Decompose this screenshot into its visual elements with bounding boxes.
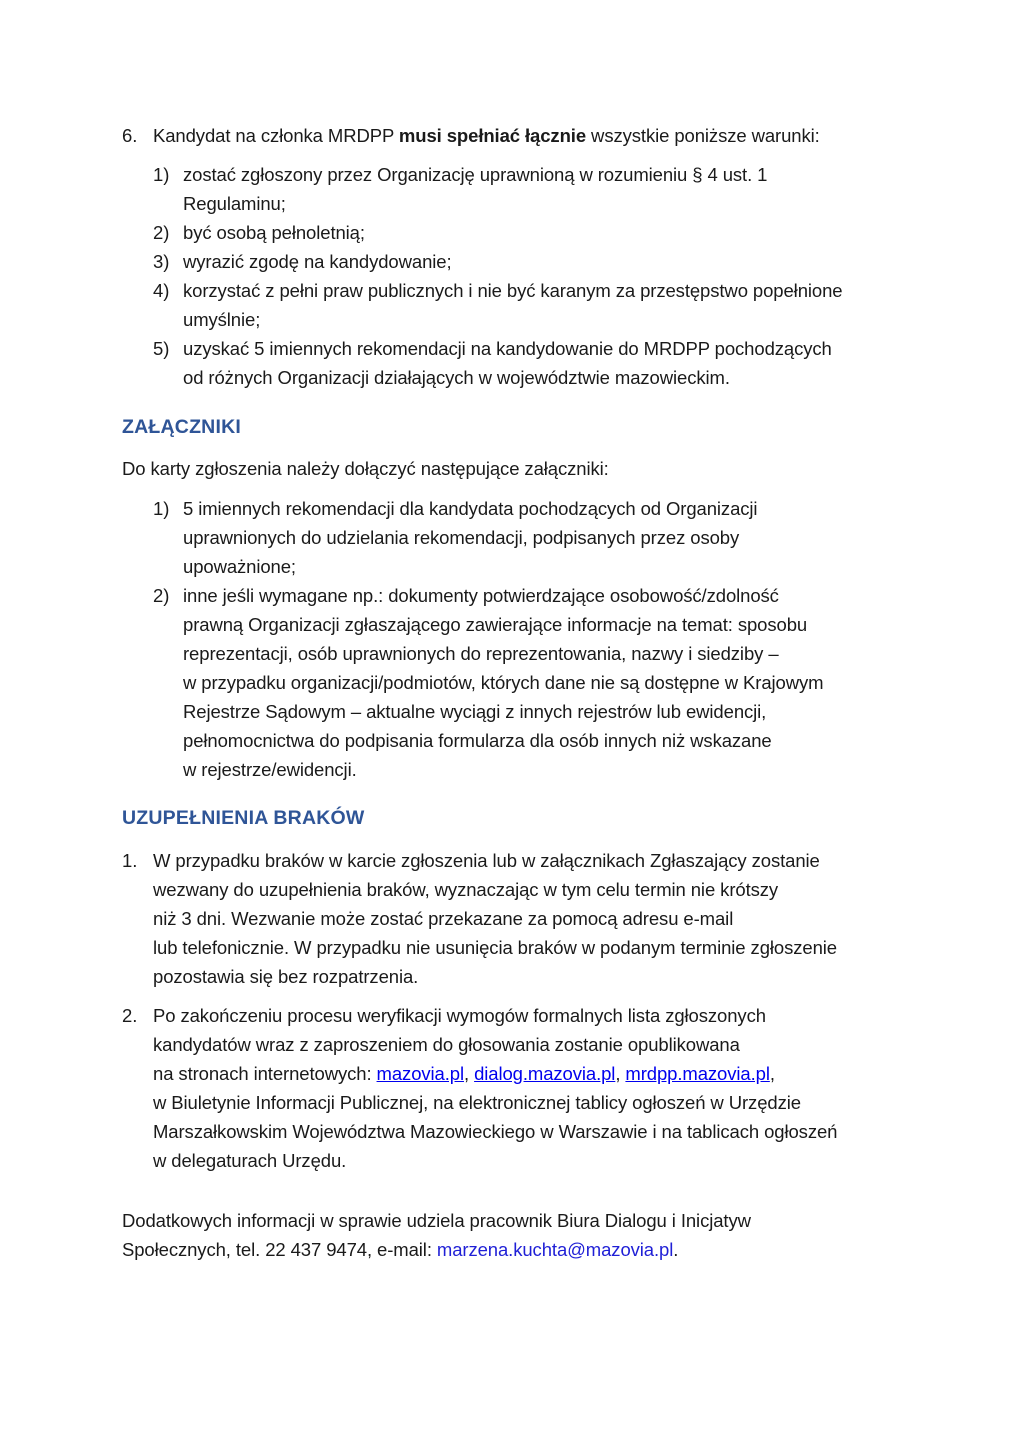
deficiency-line: w Biuletynie Informacji Publicznej, na elektronicznej tablicy ogłoszeń w Urzędzie (153, 1092, 801, 1113)
link-mazovia[interactable]: mazovia.pl (376, 1063, 464, 1084)
deficiency-line: Po zakończeniu procesu weryfikacji wymogów formalnych lista zgłoszonych (153, 1005, 766, 1026)
attachment-line: prawną Organizacji zgłaszającego zawierające informacje na temat: sposobu (183, 614, 808, 635)
separator: , (463, 1063, 475, 1084)
section-number: 6. (122, 125, 138, 146)
deficiency-number: 1. (122, 850, 138, 871)
attachment-line: inne jeśli wymagane np.: dokumenty potwierdzające osobowość/zdolność (183, 585, 779, 606)
separator: , (615, 1063, 626, 1084)
deficiency-line: pozostawia się bez rozpatrzenia. (153, 966, 419, 987)
link-dialog-mazovia[interactable]: dialog.mazovia.pl (474, 1063, 616, 1084)
condition-line: być osobą pełnoletnią; (183, 222, 365, 243)
deficiency-line: w delegaturach Urzędu. (153, 1150, 347, 1171)
links-suffix: , (769, 1063, 775, 1084)
condition-line: zostać zgłoszony przez Organizację uprawnioną w rozumieniu § 4 ust. 1 (183, 164, 768, 185)
condition-line: umyślnie; (183, 309, 261, 330)
contact-suffix: . (673, 1239, 679, 1260)
condition-number: 3) (153, 251, 170, 272)
condition-line: wyrazić zgodę na kandydowanie; (183, 251, 452, 272)
intro-bold: musi spełniać łącznie (398, 125, 587, 146)
deficiency-line: lub telefonicznie. W przypadku nie usunięcia braków w podanym terminie zgłoszenie (153, 937, 837, 958)
deficiency-line: wezwany do uzupełnienia braków, wyznaczając w tym celu termin nie krótszy (153, 879, 779, 900)
condition-line: korzystać z pełni praw publicznych i nie być karanym za przestępstwo popełnione (183, 280, 843, 301)
section6-intro (153, 121, 820, 150)
condition-line: od różnych Organizacji działających w województwie mazowieckim. (183, 367, 730, 388)
attachment-line: Rejestrze Sądowym – aktualne wyciągi z innych rejestrów lub ewidencji, (183, 701, 767, 722)
deficiency-line: kandydatów wraz z zaproszeniem do głosowania zostanie opublikowana (153, 1034, 740, 1055)
email-link[interactable]: marzena.kuchta@mazovia.pl (436, 1239, 674, 1260)
attachments-heading: ZAŁĄCZNIKI (122, 416, 241, 438)
link-mrdpp-mazovia[interactable]: mrdpp.mazovia.pl (625, 1063, 770, 1084)
attachment-line: w przypadku organizacji/podmiotów, których dane nie są dostępne w Krajowym (183, 672, 824, 693)
contact-prefix: Społecznych, tel. 22 437 9474, e-mail: (122, 1239, 437, 1260)
attachment-line: upoważnione; (183, 556, 296, 577)
contact-line-email (122, 1235, 678, 1264)
deficiency-links-line (153, 1059, 775, 1088)
attachment-line: w rejestrze/ewidencji. (183, 759, 357, 780)
condition-number: 5) (153, 338, 170, 359)
condition-number: 4) (153, 280, 170, 301)
intro-text: Kandydat na członka MRDPP (153, 125, 399, 146)
deficiency-number: 2. (122, 1005, 138, 1026)
condition-line: uzyskać 5 imiennych rekomendacji na kandydowanie do MRDPP pochodzących (183, 338, 832, 359)
deficiency-line: W przypadku braków w karcie zgłoszenia lub w załącznikach Zgłaszający zostanie (153, 850, 820, 871)
attachment-number: 1) (153, 498, 170, 519)
attachments-intro: Do karty zgłoszenia należy dołączyć następujące załączniki: (122, 458, 609, 479)
condition-number: 1) (153, 164, 170, 185)
deficiency-line: niż 3 dni. Wezwanie może zostać przekazane za pomocą adresu e-mail (153, 908, 734, 929)
attachment-line: pełnomocnictwa do podpisania formularza dla osób innych niż wskazane (183, 730, 772, 751)
condition-line: Regulaminu; (183, 193, 286, 214)
attachment-line: reprezentacji, osób uprawnionych do reprezentowania, nazwy i siedziby – (183, 643, 779, 664)
attachment-line: 5 imiennych rekomendacji dla kandydata pochodzących od Organizacji (183, 498, 758, 519)
deficiency-line: Marszałkowskim Województwa Mazowieckiego w Warszawie i na tablicach ogłoszeń (153, 1121, 838, 1142)
condition-number: 2) (153, 222, 170, 243)
attachment-line: uprawnionych do udzielania rekomendacji, podpisanych przez osoby (183, 527, 740, 548)
contact-line: Dodatkowych informacji w sprawie udziela pracownik Biura Dialogu i Inicjatyw (122, 1210, 751, 1231)
deficiencies-heading: UZUPEŁNIENIA BRAKÓW (122, 807, 365, 829)
intro-text-end: wszystkie poniższe warunki: (586, 125, 820, 146)
links-prefix: na stronach internetowych: (153, 1063, 377, 1084)
attachment-number: 2) (153, 585, 170, 606)
